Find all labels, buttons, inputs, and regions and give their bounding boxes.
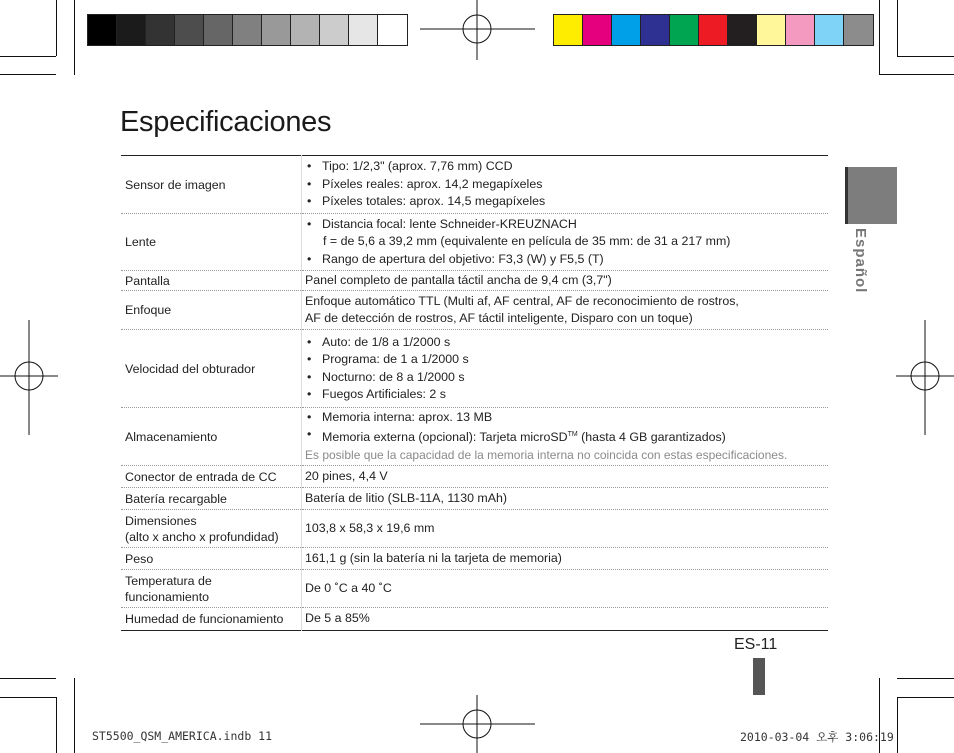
footer-file-name: ST5500_QSM_AMERICA.indb 11 (92, 729, 273, 743)
list-item: • Fuegos Artificiales: 2 s (305, 386, 828, 404)
spec-value: Panel completo de pantalla táctil ancha de 9,4 cm (3,7") (302, 271, 829, 291)
color-swatch (554, 15, 583, 45)
language-tab-block (848, 167, 897, 224)
spec-value (302, 156, 829, 214)
table-row (121, 466, 828, 488)
table-row (121, 156, 828, 214)
table-row (121, 570, 828, 608)
list-item-text: Memoria externa (opcional): Tarjeta microSD (322, 430, 568, 445)
text-line: Enfoque automático TTL (Multi af, AF central, AF de reconocimiento de rostros, (305, 293, 739, 308)
color-swatch (378, 15, 407, 45)
specifications-table (121, 155, 828, 631)
list-item: • Nocturno: de 8 a 1/2000 s (305, 369, 828, 387)
process-color-bar (553, 14, 874, 46)
list-subitem: f = de 5,6 a 39,2 mm (equivalente en película de 35 mm: de 31 a 217 mm) (323, 234, 731, 249)
color-swatch (204, 15, 233, 45)
registration-mark-bottom (420, 695, 535, 753)
spec-value: De 5 a 85% (305, 611, 370, 626)
color-swatch (291, 15, 320, 45)
spec-value: 103,8 x 58,3 x 19,6 mm (302, 510, 829, 548)
table-row (121, 330, 828, 408)
registration-mark-left (0, 320, 58, 435)
list-item-text: (hasta 4 GB garantizados) (577, 430, 726, 445)
spec-value (302, 291, 829, 330)
table-row (121, 608, 828, 631)
spec-label (121, 510, 302, 548)
color-swatch (815, 15, 844, 45)
label-line: (alto x ancho x profundidad) (125, 529, 279, 544)
color-swatch (146, 15, 175, 45)
list-item: • Programa: de 1 a 1/2000 s (305, 351, 828, 369)
table-row (121, 271, 828, 291)
spec-label: Conector de entrada de CC (121, 466, 302, 488)
color-swatch (88, 15, 117, 45)
list-item: • Rango de apertura del objetivo: F3,3 (W) y F5,5 (T) (305, 251, 828, 269)
label-line: Temperatura de (125, 573, 212, 588)
spec-label: Humedad de funcionamiento (121, 608, 302, 631)
spec-value (302, 408, 829, 466)
spec-label: Lente (121, 214, 302, 271)
page-number: ES-11 (734, 636, 778, 653)
registration-mark-top (420, 0, 535, 60)
spec-note: Es posible que la capacidad de la memoria interna no coincida con estas especificaciones. (305, 447, 788, 462)
color-swatch (757, 15, 786, 45)
color-swatch (641, 15, 670, 45)
list-item: • Auto: de 1/8 a 1/2000 s (305, 334, 828, 352)
list-item: • Tipo: 1/2,3" (aprox. 7,76 mm) CCD (305, 158, 828, 176)
spec-value (302, 330, 829, 408)
color-swatch (233, 15, 262, 45)
table-row (121, 291, 828, 330)
label-line: Dimensiones (125, 513, 197, 528)
list-item: • Píxeles totales: aprox. 14,5 megapíxeles (305, 193, 828, 211)
table-row (121, 548, 828, 570)
page-number-bar (753, 658, 765, 695)
table-row (121, 214, 828, 271)
spec-label: Velocidad del obturador (121, 330, 302, 408)
color-swatch (728, 15, 757, 45)
color-swatch (844, 15, 873, 45)
color-swatch (583, 15, 612, 45)
color-swatch (670, 15, 699, 45)
page-title: Especificaciones (120, 106, 332, 138)
list-item (305, 426, 828, 447)
color-swatch (612, 15, 641, 45)
spec-label: Enfoque (121, 291, 302, 330)
spec-value: 161,1 g (sin la batería ni la tarjeta de memoria) (302, 548, 829, 570)
spec-label: Peso (121, 548, 302, 570)
spec-label: Pantalla (121, 271, 302, 291)
color-swatch (175, 15, 204, 45)
spec-value (302, 214, 829, 271)
color-swatch (117, 15, 146, 45)
footer-timestamp: 2010-03-04 오후 3:06:19 (740, 730, 894, 744)
color-swatch (349, 15, 378, 45)
table-row (121, 510, 828, 548)
label-line: funcionamiento (125, 589, 210, 604)
color-swatch (786, 15, 815, 45)
spec-label: Almacenamiento (121, 408, 302, 466)
spec-value: Batería de litio (SLB-11A, 1130 mAh) (302, 488, 829, 510)
spec-label: Batería recargable (121, 488, 302, 510)
table-row (121, 488, 828, 510)
list-item: • Distancia focal: lente Schneider-KREUZNACH (305, 216, 828, 234)
spec-label: Sensor de imagen (121, 156, 302, 214)
list-item: • Memoria interna: aprox. 13 MB (305, 409, 828, 427)
text-line: AF de detección de rostros, AF táctil inteligente, Disparo con un toque) (305, 311, 693, 325)
spec-label (121, 570, 302, 608)
registration-mark-right (896, 320, 954, 435)
trademark-superscript: TM (567, 431, 578, 439)
color-swatch (699, 15, 728, 45)
language-tab-label: Español (852, 228, 869, 294)
color-swatch (262, 15, 291, 45)
grayscale-color-bar (87, 14, 408, 46)
spec-value: 20 pines, 4,4 V (302, 466, 829, 488)
spec-value: De 0 ˚C a 40 ˚C (302, 570, 829, 608)
list-item: • Píxeles reales: aprox. 14,2 megapíxeles (305, 176, 828, 194)
table-row (121, 408, 828, 466)
color-swatch (320, 15, 349, 45)
